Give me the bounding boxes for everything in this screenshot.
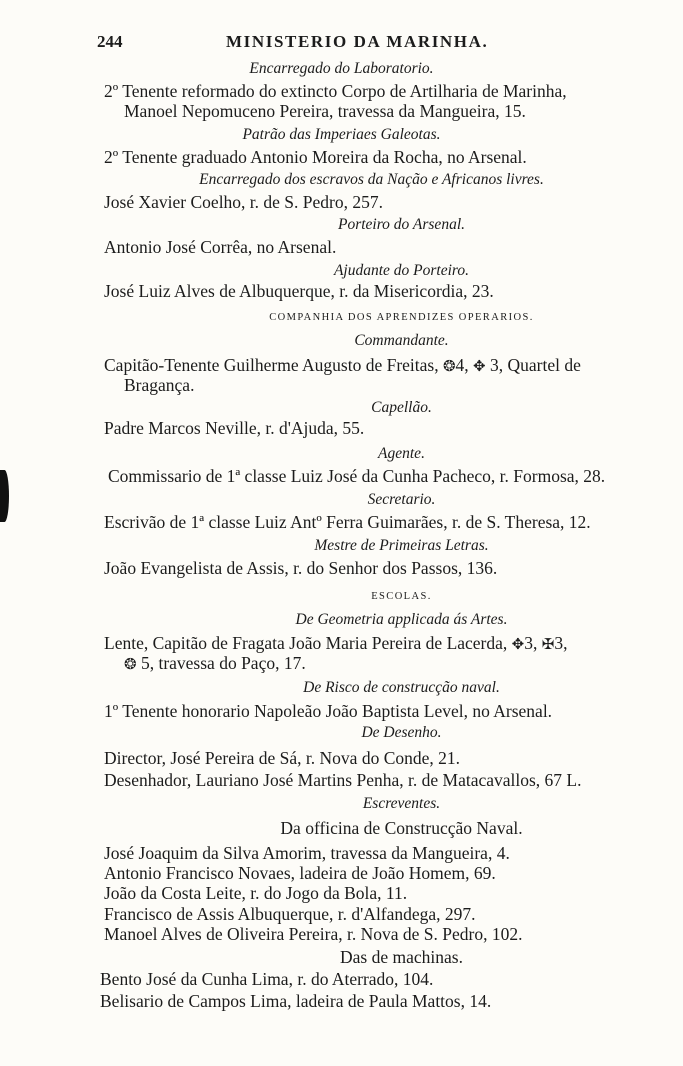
entry-text: 5, travessa do Paço, 17. bbox=[140, 653, 306, 673]
order-maltese-icon: ✠ bbox=[541, 637, 555, 653]
section-heading: Escreventes. bbox=[362, 795, 441, 812]
entry-line: Commissario de 1ª classe Luiz José da Cunha Pacheco, r. Formosa, 28. bbox=[108, 466, 606, 486]
entry-line: José Luiz Alves de Albuquerque, r. da Misericordia, 23. bbox=[104, 281, 494, 301]
section-title: COMPANHIA DOS APRENDIZES OPERARIOS. bbox=[269, 312, 534, 323]
entry-line: João da Costa Leite, r. do Jogo da Bola, 11. bbox=[104, 883, 408, 903]
section-heading: Secretario. bbox=[367, 491, 436, 508]
section-heading: De Risco de construcção naval. bbox=[303, 679, 500, 696]
entry-line: Manoel Alves de Oliveira Pereira, r. Nova de S. Pedro, 102. bbox=[104, 924, 523, 944]
section-heading: Porteiro do Arsenal. bbox=[337, 216, 465, 233]
section-title: ESCOLAS. bbox=[371, 591, 432, 602]
entry-line: 2º Tenente reformado do extincto Corpo de Artilharia de Marinha, bbox=[104, 81, 567, 101]
entry-text: 4, bbox=[455, 355, 469, 375]
order-rose-icon: ❂ bbox=[124, 657, 137, 673]
entry-line: Bragança. bbox=[124, 375, 195, 395]
order-rose-icon: ❂ bbox=[442, 359, 456, 375]
entry-text: Capitão-Tenente Guilherme Augusto de Freitas, bbox=[104, 355, 439, 375]
running-head: MINISTERIO DA MARINHA. bbox=[226, 32, 489, 51]
entry-line bbox=[124, 652, 306, 676]
section-heading: Capellão. bbox=[371, 399, 432, 416]
section-heading: Patrão das Imperiaes Galeotas. bbox=[242, 126, 441, 143]
order-cross-icon: ✥ bbox=[511, 637, 525, 653]
section-heading: Mestre de Primeiras Letras. bbox=[314, 537, 489, 554]
entry-line: José Xavier Coelho, r. de S. Pedro, 257. bbox=[104, 192, 383, 212]
entry-line: Belisario de Campos Lima, ladeira de Paula Mattos, 14. bbox=[100, 991, 492, 1011]
section-heading: Encarregado dos escravos da Nação e Africanos livres. bbox=[199, 171, 544, 188]
page-header bbox=[0, 30, 683, 56]
subsection-heading: Da officina de Construcção Naval. bbox=[280, 818, 523, 838]
entry-line: Bento José da Cunha Lima, r. do Aterrado, 104. bbox=[100, 969, 434, 989]
entry-line: José Joaquim da Silva Amorim, travessa da Mangueira, 4. bbox=[104, 843, 510, 863]
entry-line: Francisco de Assis Albuquerque, r. d'Alfandega, 297. bbox=[104, 904, 476, 924]
order-cross-icon: ✥ bbox=[473, 359, 486, 375]
entry-text: 3, Quartel de bbox=[490, 355, 581, 375]
entry-line: Manoel Nepomuceno Pereira, travessa da Mangueira, 15. bbox=[124, 101, 526, 121]
entry-line: Director, José Pereira de Sá, r. Nova do Conde, 21. bbox=[104, 748, 461, 768]
entry-line: João Evangelista de Assis, r. do Senhor dos Passos, 136. bbox=[104, 558, 498, 578]
section-heading: Agente. bbox=[378, 445, 425, 462]
entry-line: Padre Marcos Neville, r. d'Ajuda, 55. bbox=[104, 418, 365, 438]
entry-line: Desenhador, Lauriano José Martins Penha, r. de Matacavallos, 67 L. bbox=[104, 770, 582, 790]
section-heading: Ajudante do Porteiro. bbox=[333, 262, 470, 279]
entry-line: Antonio Francisco Novaes, ladeira de João Homem, 69. bbox=[104, 863, 496, 883]
page-number: 244 bbox=[97, 32, 123, 51]
section-heading: Commandante. bbox=[354, 332, 449, 349]
section-heading: De Desenho. bbox=[361, 724, 442, 741]
entry-line: 1º Tenente honorario Napoleão João Baptista Level, no Arsenal. bbox=[104, 701, 553, 721]
section-heading: Encarregado do Laboratorio. bbox=[249, 60, 434, 77]
entry-text: Lente, Capitão de Fragata João Maria Pereira de Lacerda, bbox=[104, 633, 508, 653]
section-heading: De Geometria applicada ás Artes. bbox=[295, 611, 508, 628]
subsection-heading: Das de machinas. bbox=[340, 947, 463, 967]
entry-line: Escrivão de 1ª classe Luiz Antº Ferra Guimarães, r. de S. Theresa, 12. bbox=[104, 512, 591, 532]
entry-text: 3, bbox=[554, 633, 568, 653]
entry-text: 3, bbox=[524, 633, 538, 653]
entry-line: 2º Tenente graduado Antonio Moreira da Rocha, no Arsenal. bbox=[104, 147, 527, 167]
entry-line: Antonio José Corrêa, no Arsenal. bbox=[104, 237, 337, 257]
